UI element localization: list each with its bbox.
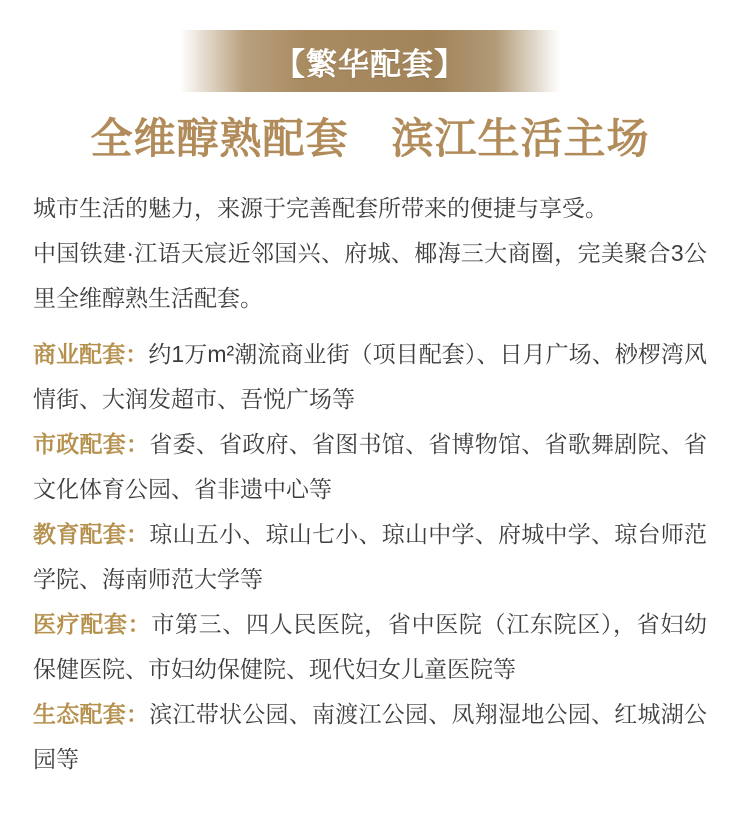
banner-title: 【繁华配套】 bbox=[274, 46, 466, 82]
amenity-label-commercial: 商业配套： bbox=[33, 341, 149, 367]
amenity-section-commercial bbox=[33, 332, 707, 422]
amenity-section-ecology bbox=[33, 692, 707, 782]
amenity-label-medical: 医疗配套： bbox=[33, 611, 152, 637]
intro-block bbox=[33, 186, 707, 321]
amenity-text-medical: 市第三、四人民医院，省中医院（江东院区），省妇幼保健医院、市妇幼保健院、现代妇女儿童医院等 bbox=[33, 611, 708, 682]
content-area bbox=[0, 186, 740, 782]
amenity-section-municipal bbox=[33, 422, 707, 512]
amenity-text-education: 琼山五小、琼山七小、琼山中学、府城中学、琼台师范学院、海南师范大学等 bbox=[33, 521, 707, 592]
amenity-text-ecology: 滨江带状公园、南渡江公园、凤翔湿地公园、红城湖公园等 bbox=[33, 701, 707, 772]
section-banner bbox=[180, 30, 560, 92]
amenity-text-municipal: 省委、省政府、省图书馆、省博物馆、省歌舞剧院、省文化体育公园、省非遗中心等 bbox=[33, 431, 707, 502]
amenity-label-municipal: 市政配套： bbox=[33, 431, 150, 457]
amenity-section-education bbox=[33, 512, 707, 602]
amenity-label-ecology: 生态配套： bbox=[33, 701, 150, 727]
amenity-text-commercial: 约1万m²潮流商业街（项目配套）、日月广场、桫椤湾风情街、大润发超市、吾悦广场等 bbox=[33, 341, 707, 412]
intro-paragraph-2: 中国铁建·江语天宸近邻国兴、府城、椰海三大商圈，完美聚合3公里全维醇熟生活配套。 bbox=[33, 240, 707, 311]
amenity-section-medical bbox=[33, 602, 707, 692]
intro-paragraph-1: 城市生活的魅力，来源于完善配套所带来的便捷与享受。 bbox=[33, 195, 608, 221]
page-title: 全维醇熟配套 滨江生活主场 bbox=[90, 115, 650, 162]
amenity-sections bbox=[33, 332, 707, 782]
amenity-label-education: 教育配套： bbox=[33, 521, 150, 547]
